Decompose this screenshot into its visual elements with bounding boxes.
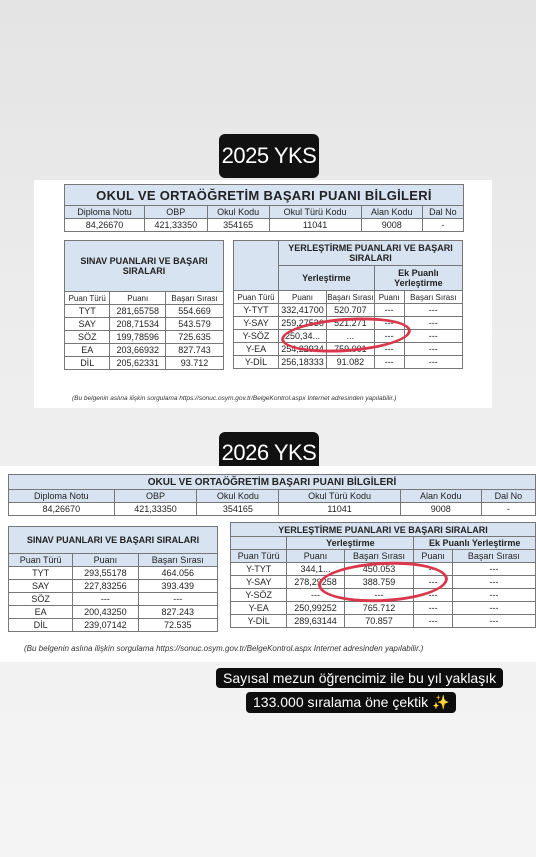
- column-header: Okul Türü Kodu: [279, 490, 401, 503]
- table-cell: 554.669: [166, 305, 224, 318]
- year-label-2026: 2026 YKS: [219, 432, 319, 474]
- verification-footnote: (Bu belgenin aslına ilişkin sorgulama https://sonuc.osym.gov.tr/BelgeKontrol.aspx Internet adresinden yapılabilir.): [24, 644, 424, 653]
- table-cell: ---: [452, 602, 535, 615]
- table-cell: ---: [138, 593, 218, 606]
- table-cell: 11041: [279, 503, 401, 516]
- table-cell: 9008: [400, 503, 481, 516]
- extra-placement-group: Ek Puanlı Yerleştirme: [414, 537, 536, 550]
- column-header: Başarı Sırası: [138, 554, 218, 567]
- column-header: Başarı Sırası: [452, 550, 535, 563]
- column-header: Okul Türü Kodu: [269, 206, 361, 219]
- table-cell: SÖZ: [9, 593, 73, 606]
- table-cell: -: [481, 503, 535, 516]
- table-cell: 239,07142: [73, 619, 138, 632]
- column-header: Puan Türü: [231, 550, 287, 563]
- table-cell: Y-DİL: [234, 356, 279, 369]
- column-header: Puan Türü: [65, 292, 110, 305]
- placement-scores-title: YERLEŞTİRME PUANLARI VE BAŞARI SIRALARI: [279, 241, 463, 266]
- table-cell: 388.759: [344, 576, 414, 589]
- table-cell: ---: [452, 615, 535, 628]
- result-document-2026: [0, 466, 536, 662]
- table-cell: Y-EA: [231, 602, 287, 615]
- table-row: [65, 357, 224, 370]
- column-header: Başarı Sırası: [327, 292, 374, 302]
- table-cell: ---: [414, 589, 452, 602]
- table-row: [234, 304, 463, 317]
- table-cell: 765.712: [344, 602, 414, 615]
- table-cell: 759.001: [326, 343, 374, 356]
- table-row: [65, 318, 224, 331]
- school-info-table: [64, 184, 464, 232]
- column-header: OBP: [114, 490, 197, 503]
- column-header: Puanı: [414, 550, 452, 563]
- table-cell: 393.439: [138, 580, 218, 593]
- year-label-2025: 2025 YKS: [219, 134, 319, 178]
- result-document-2025: [34, 180, 492, 408]
- table-cell: Y-SAY: [231, 576, 287, 589]
- table-cell: 543.579: [166, 318, 224, 331]
- table-cell: EA: [65, 344, 110, 357]
- table-row: [9, 567, 218, 580]
- table-cell: 208,71534: [110, 318, 166, 331]
- table-cell: ---: [287, 589, 344, 602]
- table-cell: 464.056: [138, 567, 218, 580]
- table-cell: 344,1...: [287, 563, 344, 576]
- table-cell: 421,33350: [144, 219, 207, 232]
- column-header: Dal No: [481, 490, 535, 503]
- table-cell: 250,34...: [279, 330, 327, 343]
- table-cell: ---: [452, 563, 535, 576]
- column-header: Puan Türü: [234, 291, 279, 304]
- table-cell: Y-TYT: [234, 304, 279, 317]
- placement-group: Yerleştirme: [279, 266, 375, 291]
- column-header: Puanı: [73, 554, 138, 567]
- column-header: Dal No: [422, 206, 463, 219]
- table-cell: 827.743: [166, 344, 224, 357]
- table-cell: ---: [404, 317, 462, 330]
- column-header: Alan Kodu: [400, 490, 481, 503]
- table-cell: 11041: [269, 219, 361, 232]
- table-cell: 84,26670: [65, 219, 145, 232]
- column-header: Puanı: [110, 292, 166, 305]
- exam-scores-table: [8, 526, 218, 632]
- table-cell: 289,63144: [287, 615, 344, 628]
- table-cell: 72.535: [138, 619, 218, 632]
- table-cell: Y-SÖZ: [231, 589, 287, 602]
- table-row: [231, 602, 536, 615]
- table-cell: ---: [414, 576, 452, 589]
- table-cell: Y-SÖZ: [234, 330, 279, 343]
- table-cell: TYT: [9, 567, 73, 580]
- table-cell: DİL: [9, 619, 73, 632]
- column-header: OBP: [144, 206, 207, 219]
- column-header: Diploma Notu: [9, 490, 115, 503]
- table-cell: ---: [414, 602, 452, 615]
- verification-footnote: (Bu belgenin aslına ilişkin sorgulama https://sonuc.osym.gov.tr/BelgeKontrol.aspx Internet adresinden yapılabilir.): [72, 395, 397, 402]
- exam-scores-table: [64, 240, 224, 370]
- table-cell: 70.857: [344, 615, 414, 628]
- table-cell: ---: [404, 343, 462, 356]
- table-cell: 520.707: [326, 304, 374, 317]
- table-cell: EA: [9, 606, 73, 619]
- table-cell: 354165: [207, 219, 269, 232]
- table-row: [9, 580, 218, 593]
- table-cell: 827.243: [138, 606, 218, 619]
- table-cell: 84,26670: [9, 503, 115, 516]
- table-cell: ---: [374, 317, 404, 330]
- table-cell: ---: [414, 615, 452, 628]
- table-row: [9, 606, 218, 619]
- table-cell: 259,27536: [279, 317, 327, 330]
- table-cell: 254,22934: [279, 343, 327, 356]
- table-row: [65, 344, 224, 357]
- column-header: Başarı Sırası: [166, 292, 224, 305]
- table-cell: 199,78596: [110, 331, 166, 344]
- table-cell: 278,29258: [287, 576, 344, 589]
- column-header: Başarı Sırası: [404, 291, 462, 304]
- extra-placement-group: Ek Puanlı Yerleştirme: [374, 266, 462, 291]
- school-info-table: [8, 474, 536, 516]
- table-cell: SÖZ: [65, 331, 110, 344]
- table-cell: ---: [404, 330, 462, 343]
- table-row: [231, 615, 536, 628]
- column-header: Okul Kodu: [197, 490, 279, 503]
- table-cell: ---: [374, 343, 404, 356]
- table-cell: Y-EA: [234, 343, 279, 356]
- exam-scores-title: SINAV PUANLARI VE BAŞARI SIRALARI: [9, 527, 218, 554]
- table-cell: 521.271: [326, 317, 374, 330]
- table-cell: Y-TYT: [231, 563, 287, 576]
- table-cell: 91.082: [326, 356, 374, 369]
- caption-line-1: Sayısal mezun öğrencimiz ile bu yıl yaklaşık: [216, 668, 503, 688]
- table-cell: 9008: [361, 219, 422, 232]
- table-row: [9, 593, 218, 606]
- column-header: Alan Kodu: [361, 206, 422, 219]
- table-cell: ---: [374, 356, 404, 369]
- table-cell: SAY: [9, 580, 73, 593]
- table-cell: 421,33350: [114, 503, 197, 516]
- column-header: Puanı: [287, 550, 344, 563]
- table-cell: DİL: [65, 357, 110, 370]
- table-cell: -: [422, 219, 463, 232]
- table-cell: ---: [452, 576, 535, 589]
- table-cell: 725.635: [166, 331, 224, 344]
- table-row: [9, 619, 218, 632]
- table-row: [234, 356, 463, 369]
- placement-group: Yerleştirme: [287, 537, 414, 550]
- table-cell: 354165: [197, 503, 279, 516]
- placement-scores-title: YERLEŞTİRME PUANLARI VE BAŞARI SIRALARI: [231, 523, 536, 537]
- table-row: [65, 331, 224, 344]
- table-cell: Y-DİL: [231, 615, 287, 628]
- table-cell: 281,65758: [110, 305, 166, 318]
- table-cell: 93.712: [166, 357, 224, 370]
- table-cell: 450.053: [344, 563, 414, 576]
- table-cell: 332,41700: [279, 304, 327, 317]
- table-cell: ---: [404, 304, 462, 317]
- table-cell: ...: [326, 330, 374, 343]
- column-header: Puanı: [374, 291, 404, 304]
- exam-scores-title: SINAV PUANLARI VE BAŞARI SIRALARI: [65, 241, 224, 292]
- column-header: Puanı: [279, 291, 327, 304]
- column-header: Başarı Sırası: [344, 550, 414, 563]
- column-header: Diploma Notu: [65, 206, 145, 219]
- doc-title: OKUL VE ORTAÖĞRETİM BAŞARI PUANI BİLGİLERİ: [65, 185, 464, 206]
- table-cell: ---: [344, 589, 414, 602]
- table-cell: 256,18333: [279, 356, 327, 369]
- table-row: [65, 305, 224, 318]
- caption-line-2: 133.000 sıralama öne çektik ✨: [246, 692, 456, 713]
- table-cell: 203,66932: [110, 344, 166, 357]
- table-cell: ---: [73, 593, 138, 606]
- table-cell: 205,62331: [110, 357, 166, 370]
- table-cell: SAY: [65, 318, 110, 331]
- table-cell: ---: [374, 330, 404, 343]
- table-cell: TYT: [65, 305, 110, 318]
- table-cell: ---: [374, 304, 404, 317]
- table-cell: 200,43250: [73, 606, 138, 619]
- table-cell: ---: [452, 589, 535, 602]
- table-cell: ---: [404, 356, 462, 369]
- table-cell: 250,99252: [287, 602, 344, 615]
- table-cell: 293,55178: [73, 567, 138, 580]
- column-header: Okul Kodu: [207, 206, 269, 219]
- column-header: Puan Türü: [9, 554, 73, 567]
- table-cell: Y-SAY: [234, 317, 279, 330]
- table-cell: ---: [414, 563, 452, 576]
- table-cell: 227,83256: [73, 580, 138, 593]
- doc-title: OKUL VE ORTAÖĞRETİM BAŞARI PUANI BİLGİLERİ: [9, 475, 536, 490]
